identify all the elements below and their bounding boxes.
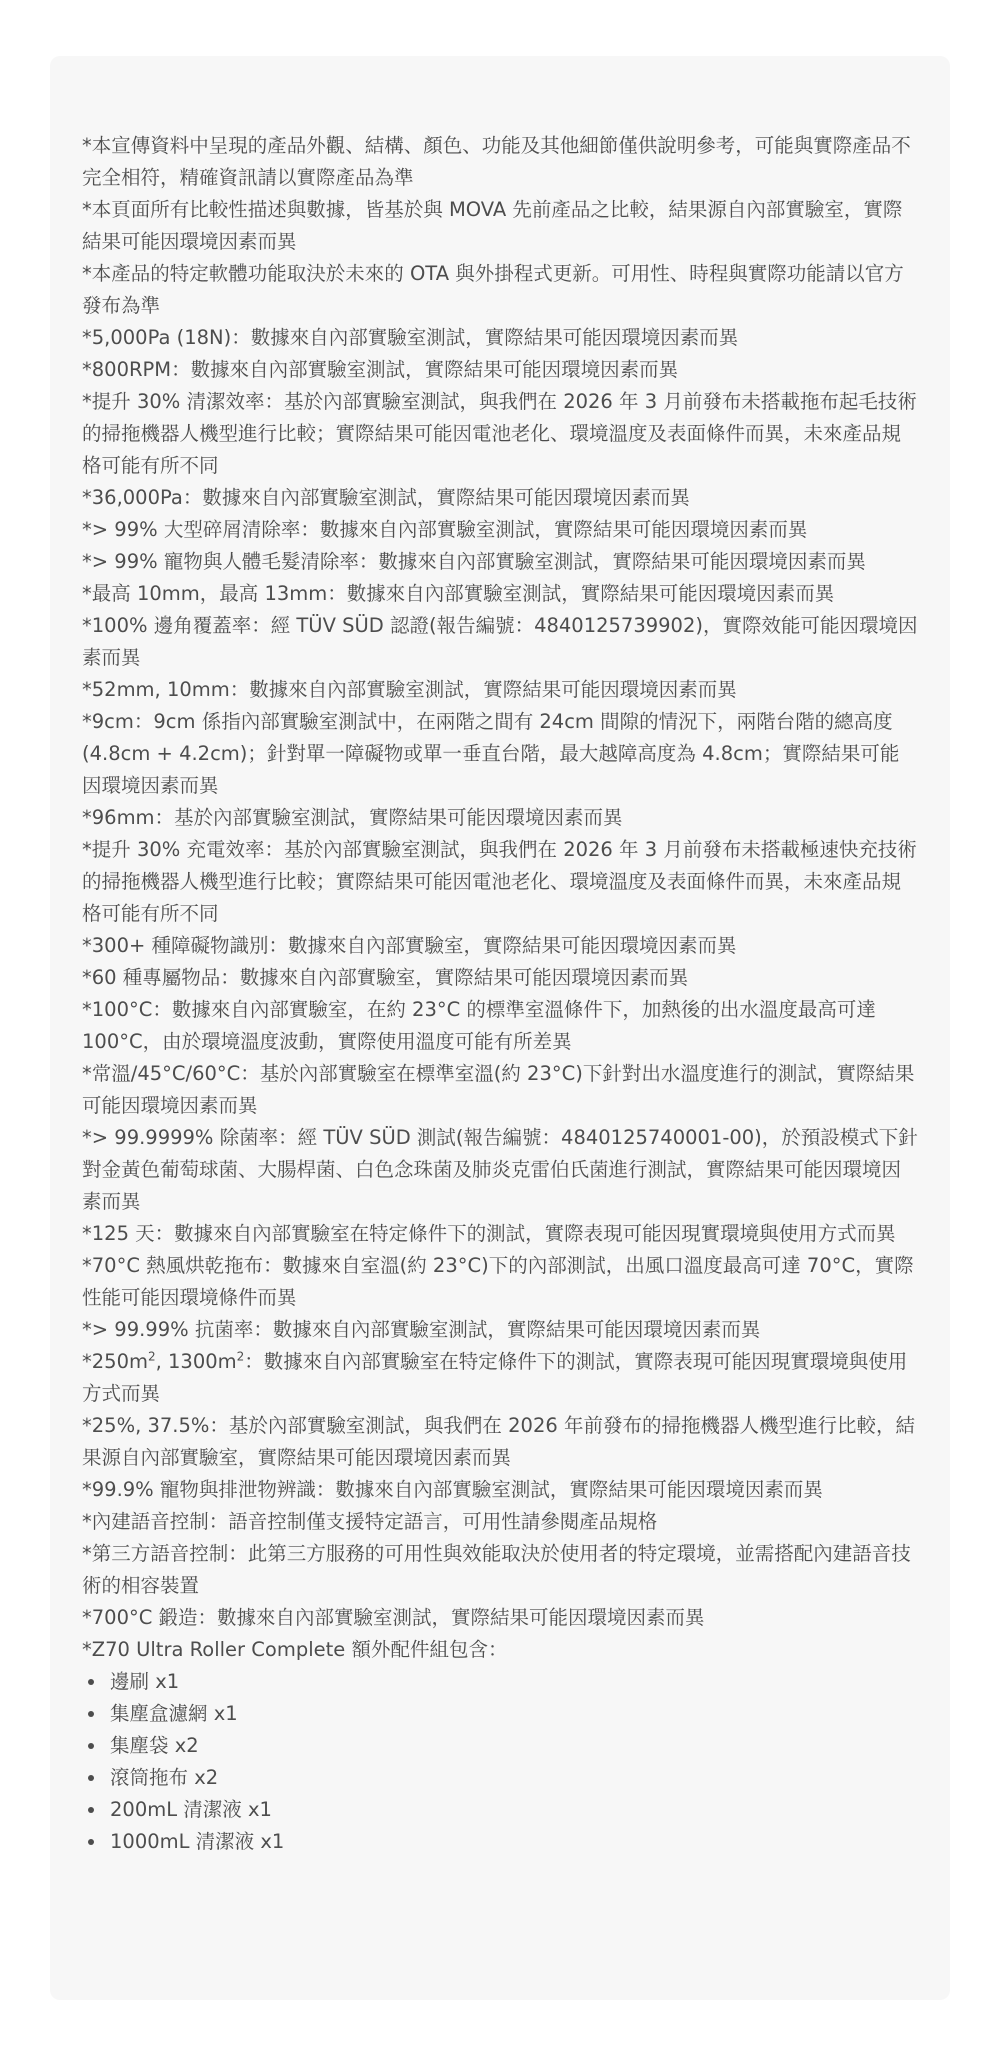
accessory-item xyxy=(82,1666,918,1698)
notes-list xyxy=(82,130,918,1666)
disclaimer-note: *> 99% 寵物與人體毛髮清除率：數據來自內部實驗室測試，實際結果可能因環境因素而異 xyxy=(82,550,866,573)
disclaimer-note: *99.9% 寵物與排泄物辨識：數據來自內部實驗室測試，實際結果可能因環境因素而異 xyxy=(82,1478,823,1501)
disclaimer-note: *常溫/45°C/60°C：基於內部實驗室在標準室溫(約 23°C)下針對出水溫度進行的測試，實際結果可能因環境因素而異 xyxy=(82,1062,915,1117)
disclaimer-note: *700°C 鍛造：數據來自內部實驗室測試，實際結果可能因環境因素而異 xyxy=(82,1606,705,1629)
disclaimer-note: *9cm：9cm 係指內部實驗室測試中，在兩階之間有 24cm 間隙的情況下，兩階台階的總高度(4.8cm + 4.2cm)；針對單一障礙物或單一垂直台階，最大越障高度為 4.8cm；實際結果可能因環境因素而異 xyxy=(82,710,900,797)
coverage-area-note xyxy=(82,1346,918,1410)
area-note-sup: 2 xyxy=(236,1349,245,1364)
accessory-label: 集塵袋 x2 xyxy=(110,1734,199,1757)
disclaimer-note: *5,000Pa (18N)：數據來自內部實驗室測試，實際結果可能因環境因素而異 xyxy=(82,326,739,349)
bullet-dot-icon xyxy=(88,1839,94,1845)
disclaimer-note: *800RPM：數據來自內部實驗室測試，實際結果可能因環境因素而異 xyxy=(82,358,679,381)
accessories-heading: *Z70 Ultra Roller Complete 額外配件組包含： xyxy=(82,1638,508,1661)
accessory-item xyxy=(82,1698,918,1730)
accessory-label: 滾筒拖布 x2 xyxy=(110,1766,219,1789)
accessory-label: 集塵盒濾網 x1 xyxy=(110,1702,238,1725)
bullet-dot-icon xyxy=(88,1679,94,1685)
accessory-item xyxy=(82,1826,918,1858)
bullet-dot-icon xyxy=(88,1743,94,1749)
accessory-item xyxy=(82,1730,918,1762)
disclaimer-note: *125 天：數據來自內部實驗室在特定條件下的測試，實際表現可能因現實環境與使用方式而異 xyxy=(82,1222,896,1245)
accessories-list xyxy=(82,1666,918,1858)
disclaimer-note: *> 99.9999% 除菌率：經 TÜV SÜD 測試(報告編號：4840125740001-00)，於預設模式下針對金黃色葡萄球菌、大腸桿菌、白色念珠菌及肺炎克雷伯氏菌進行測試，實際結果可能因環境因素而異 xyxy=(82,1126,918,1213)
disclaimer-note: *本宣傳資料中呈現的產品外觀、結構、顏色、功能及其他細節僅供說明參考，可能與實際產品不完全相符，精確資訊請以實際產品為準 xyxy=(82,134,911,189)
accessory-item xyxy=(82,1794,918,1826)
disclaimer-note: *第三方語音控制：此第三方服務的可用性與效能取決於使用者的特定環境，並需搭配內建語音技術的相容裝置 xyxy=(82,1542,911,1597)
disclaimer-note: *本產品的特定軟體功能取決於未來的 OTA 與外掛程式更新。可用性、時程與實際功能請以官方發布為準 xyxy=(82,262,904,317)
disclaimer-note: *60 種專屬物品：數據來自內部實驗室，實際結果可能因環境因素而異 xyxy=(82,966,689,989)
disclaimer-note: *最高 10mm，最高 13mm：數據來自內部實驗室測試，實際結果可能因環境因素而異 xyxy=(82,582,835,605)
disclaimer-note: *提升 30% 充電效率：基於內部實驗室測試，與我們在 2026 年 3 月前發布未搭載極速快充技術的掃拖機器人機型進行比較；實際結果可能因電池老化、環境溫度及表面條件而異，未來產品規格可能有所不同 xyxy=(82,838,917,925)
area-note-mid: , 1300m xyxy=(155,1350,237,1373)
accessory-label: 200mL 清潔液 x1 xyxy=(110,1798,272,1821)
area-note-prefix: *250m xyxy=(82,1350,148,1373)
disclaimer-note: *300+ 種障礙物識別：數據來自內部實驗室，實際結果可能因環境因素而異 xyxy=(82,934,737,957)
disclaimer-note: *> 99.99% 抗菌率：數據來自內部實驗室測試，實際結果可能因環境因素而異 xyxy=(82,1318,761,1341)
bullet-dot-icon xyxy=(88,1775,94,1781)
disclaimer-note: *內建語音控制：語音控制僅支援特定語言，可用性請參閱產品規格 xyxy=(82,1510,658,1533)
disclaimer-note: *提升 30% 清潔效率：基於內部實驗室測試，與我們在 2026 年 3 月前發布未搭載拖布起毛技術的掃拖機器人機型進行比較；實際結果可能因電池老化、環境溫度及表面條件而異，未來產品規格可能有所不同 xyxy=(82,390,917,477)
disclaimer-note: *36,000Pa：數據來自內部實驗室測試，實際結果可能因環境因素而異 xyxy=(82,486,690,509)
disclaimer-note: *96mm：基於內部實驗室測試，實際結果可能因環境因素而異 xyxy=(82,806,623,829)
disclaimer-note: *100% 邊角覆蓋率：經 TÜV SÜD 認證(報告編號：4840125739902)，實際效能可能因環境因素而異 xyxy=(82,614,918,669)
accessory-item xyxy=(82,1762,918,1794)
bullet-dot-icon xyxy=(88,1807,94,1813)
area-note-sup: 2 xyxy=(147,1349,156,1364)
disclaimer-note: *> 99% 大型碎屑清除率：數據來自內部實驗室測試，實際結果可能因環境因素而異 xyxy=(82,518,808,541)
accessory-label: 邊刷 x1 xyxy=(110,1670,180,1693)
bullet-dot-icon xyxy=(88,1711,94,1717)
disclaimer-note: *25%, 37.5%：基於內部實驗室測試，與我們在 2026 年前發布的掃拖機器人機型進行比較，結果源自內部實驗室，實際結果可能因環境因素而異 xyxy=(82,1414,915,1469)
area-note-rest: ：數據來自內部實驗室在特定條件下的測試，實際表現可能因現實環境與使用方式而異 xyxy=(82,1350,908,1405)
accessory-label: 1000mL 清潔液 x1 xyxy=(110,1830,285,1853)
disclaimer-card xyxy=(50,56,950,2000)
disclaimer-note: *100°C：數據來自內部實驗室，在約 23°C 的標準室溫條件下，加熱後的出水溫度最高可達 100°C，由於環境溫度波動，實際使用溫度可能有所差異 xyxy=(82,998,876,1053)
disclaimer-note: *70°C 熱風烘乾拖布：數據來自室溫(約 23°C)下的內部測試，出風口溫度最高可達 70°C，實際性能可能因環境條件而異 xyxy=(82,1254,914,1309)
disclaimer-note: *本頁面所有比較性描述與數據，皆基於與 MOVA 先前產品之比較，結果源自內部實驗室，實際結果可能因環境因素而異 xyxy=(82,198,903,253)
disclaimer-note: *52mm, 10mm：數據來自內部實驗室測試，實際結果可能因環境因素而異 xyxy=(82,678,737,701)
